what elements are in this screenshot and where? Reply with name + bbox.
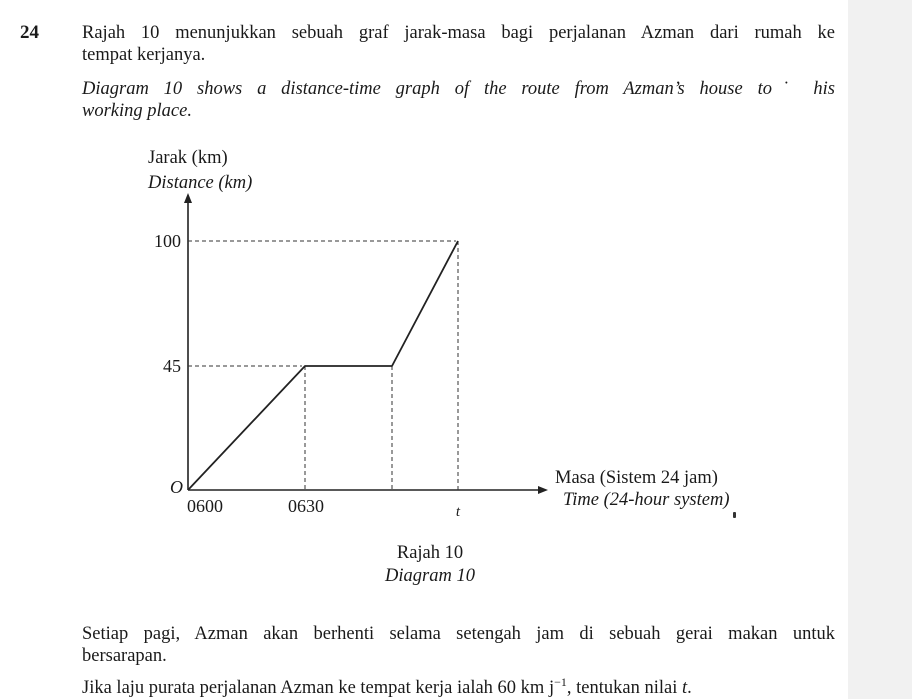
x-axis-arrowhead [538, 486, 548, 494]
intro-malay-line-1: Rajah 10 menunjukkan sebuah graf jarak-masa bagi perjalanan Azman dari rumah ke [82, 23, 835, 43]
variable-t: t [681, 678, 688, 699]
question-number: 24 [20, 22, 39, 43]
y-axis-arrowhead [184, 193, 192, 203]
body-paragraph-2-mid: , tentukan nilai [566, 678, 682, 699]
body-paragraph-1-line-1: Setiap pagi, Azman akan berhenti selama setengah jam di sebuah gerai makan untuk [82, 624, 835, 644]
y-tick-100: 100 [154, 231, 181, 251]
journey-line [188, 241, 458, 490]
y-tick-45: 45 [163, 356, 181, 376]
intro-english-line-2: working place. [82, 101, 192, 121]
body-paragraph-2 [82, 671, 835, 699]
x-tick-0630: 0630 [288, 496, 324, 516]
intro-english-line-1: Diagram 10 shows a distance-time graph of the route from Azman’s house to˙ his [82, 79, 835, 99]
x-label-english: Time (24-hour system) [563, 490, 730, 510]
y-label-english: Distance (km) [148, 173, 253, 193]
caption-malay: Rajah 10 [396, 543, 464, 563]
body-paragraph-2-end: . [687, 678, 692, 699]
scan-mark [733, 512, 736, 518]
x-tick-t: t [455, 504, 461, 520]
body-paragraph-1 [82, 623, 835, 667]
x-label-malay: Masa (Sistem 24 jam) [555, 468, 718, 488]
x-tick-0600: 0600 [187, 496, 223, 516]
body-paragraph-1-line-2: bersarapan. [82, 646, 167, 666]
body-paragraph-2-prefix: Jika laju purata perjalanan Azman ke tempat kerja ialah 60 km j [82, 678, 555, 699]
y-label-malay: Jarak (km) [148, 148, 228, 168]
intro-malay-line-2: tempat kerjanya. [82, 45, 206, 65]
body-paragraph-2-exponent: −1 [554, 675, 567, 689]
origin-label: O [170, 477, 183, 497]
caption-english: Diagram 10 [385, 566, 475, 586]
